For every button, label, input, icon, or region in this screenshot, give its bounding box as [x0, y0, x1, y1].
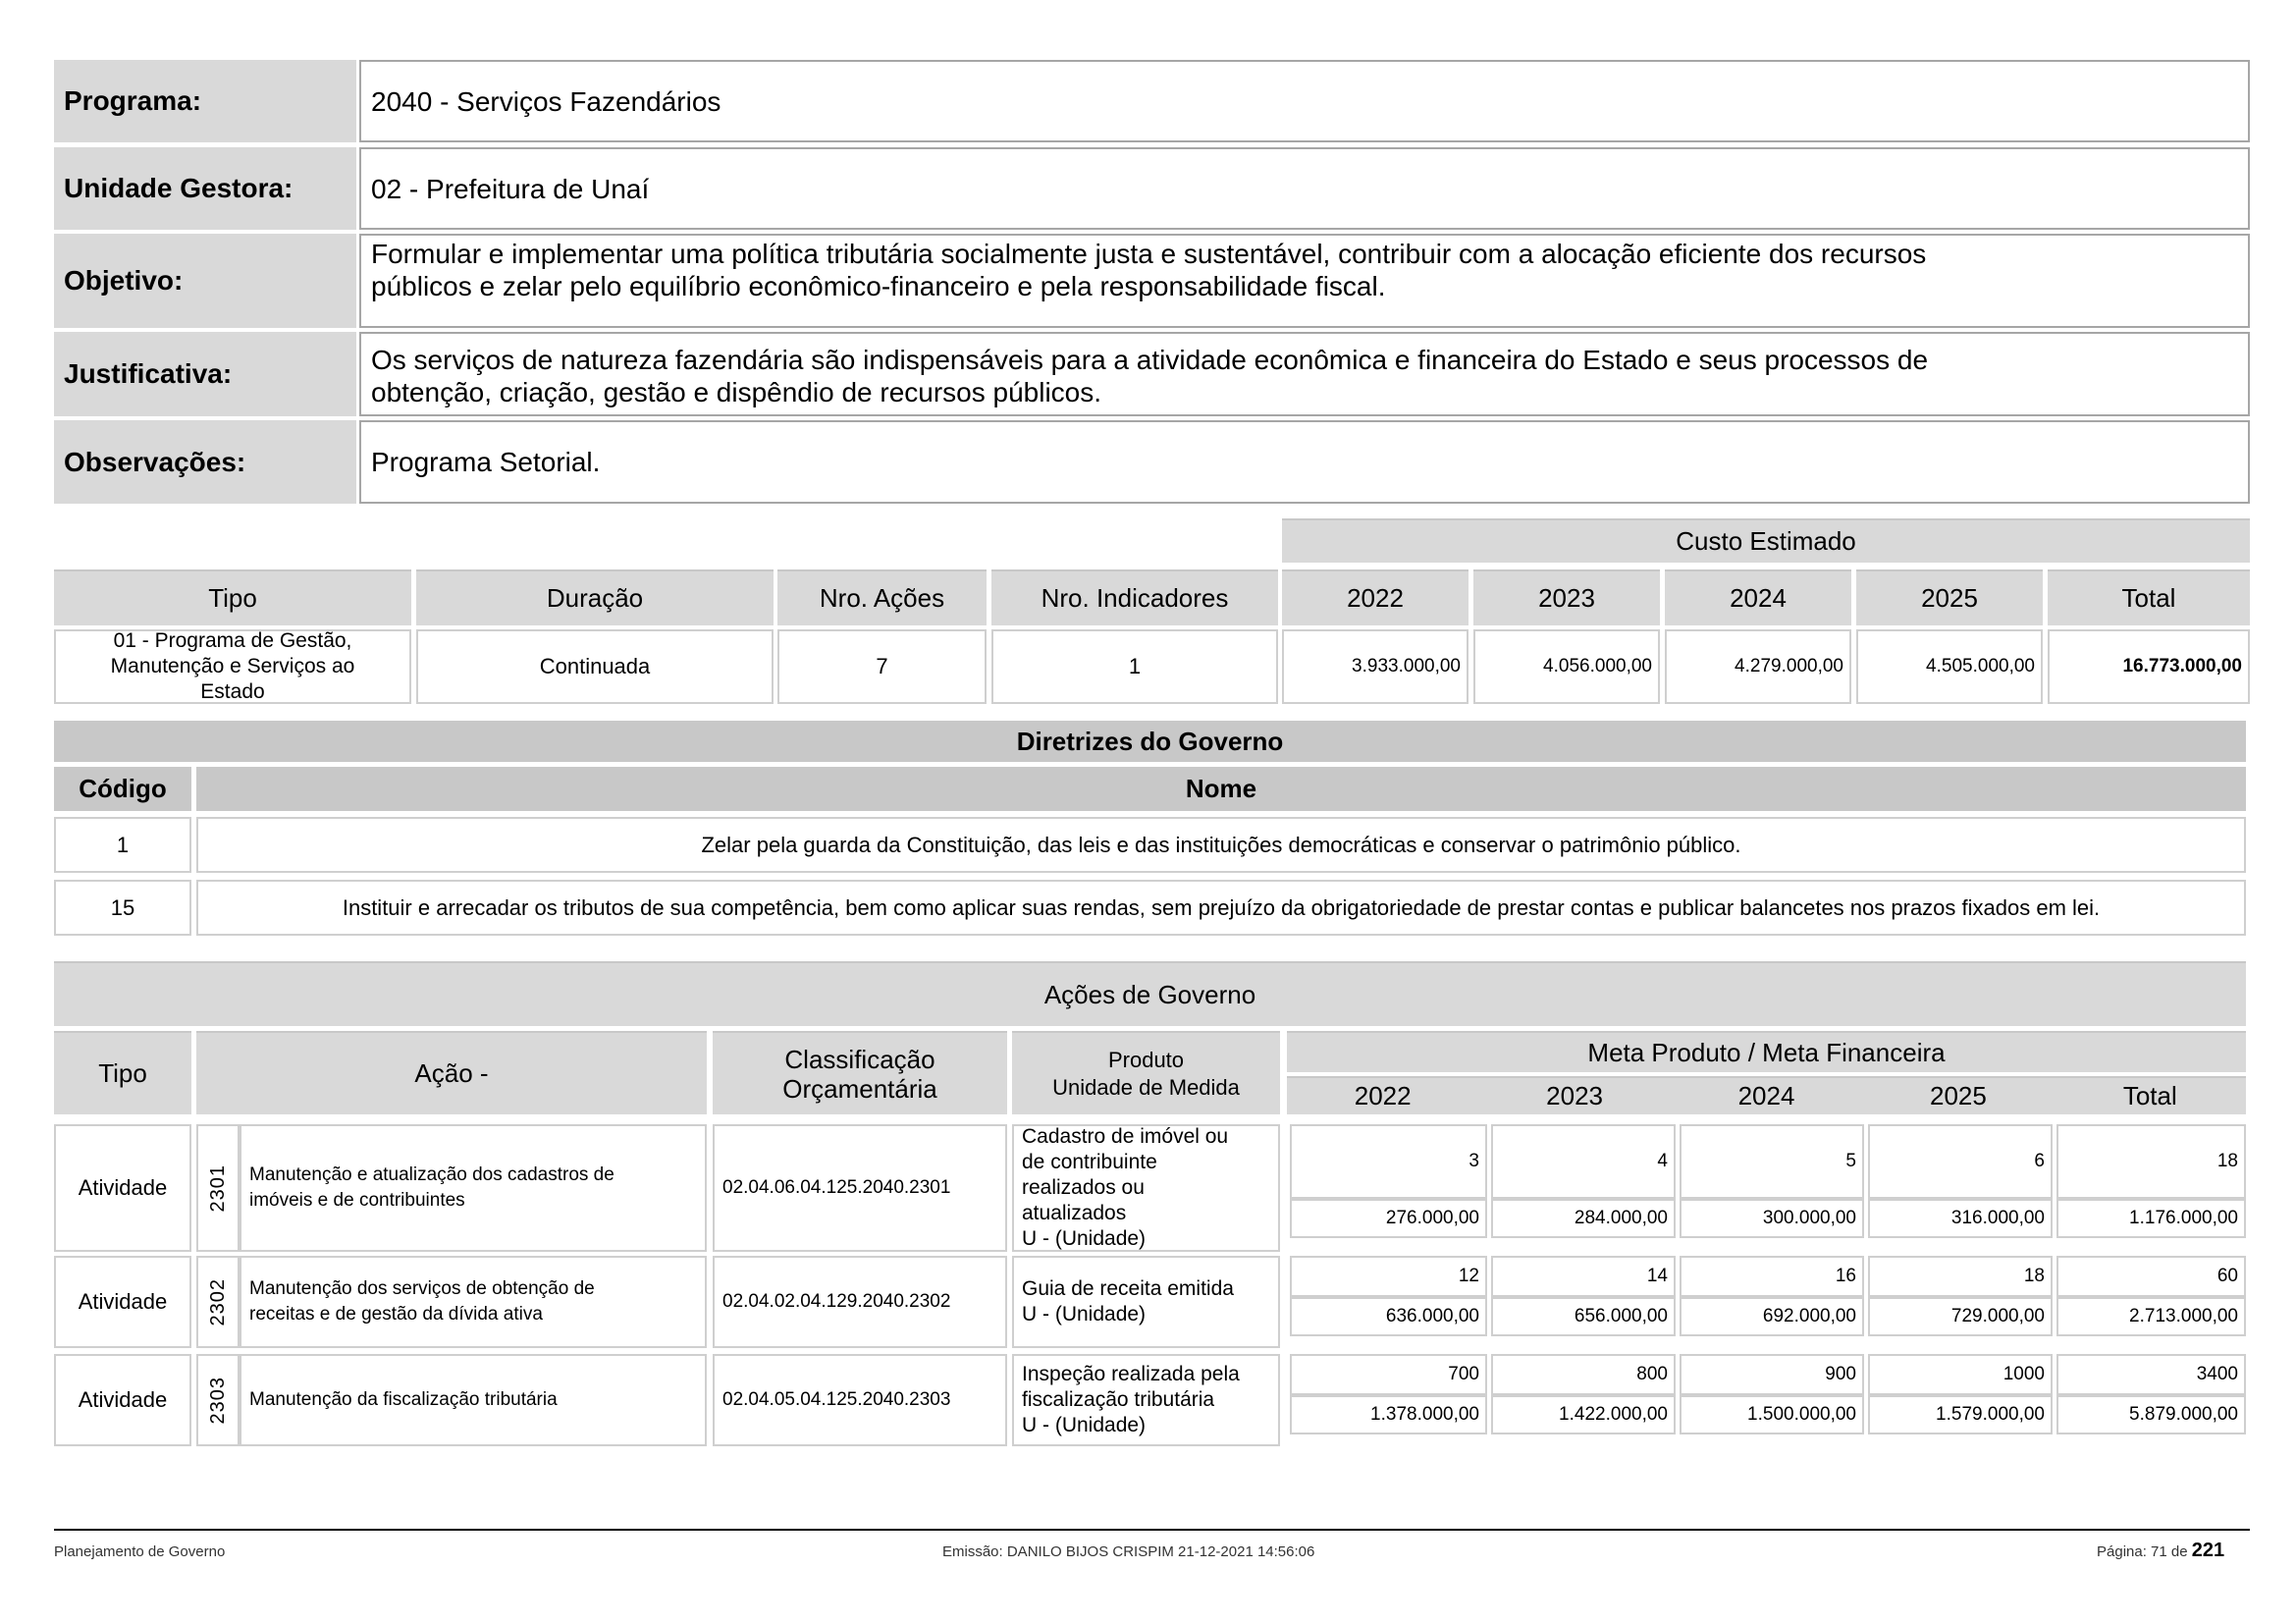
acao-descricao: Manutenção da fiscalização tributária [240, 1354, 707, 1446]
objetivo-line: públicos e zelar pelo equilíbrio econômico-financeiro e pela responsabilidade fiscal. [371, 271, 1386, 301]
diretriz-nome: Zelar pela guarda da Constituição, das leis e das instituições democráticas e conservar o patrimônio público. [196, 817, 2246, 873]
meta-financeira-value: 656.000,00 [1491, 1297, 1676, 1336]
acao-classificacao: 02.04.05.04.125.2040.2303 [713, 1354, 1007, 1446]
acao-descricao: Manutenção e atualização dos cadastros de imóveis e de contribuintes [240, 1124, 707, 1252]
meta-financeira-value: 5.879.000,00 [2056, 1395, 2246, 1434]
meta-produto-value: 16 [1680, 1256, 1864, 1297]
page-total: 221 [2191, 1540, 2225, 1561]
meta-produto-value: 1000 [1868, 1354, 2053, 1395]
meta-header-2023: 2023 [1546, 1081, 1604, 1110]
acao-tipo: Atividade [54, 1124, 191, 1252]
acao-codigo: 2303 [207, 1376, 229, 1425]
meta-produto-value: 6 [1868, 1124, 2053, 1199]
meta-financeira-value: 692.000,00 [1680, 1297, 1864, 1336]
meta-financeira-value: 1.378.000,00 [1290, 1395, 1487, 1434]
diretrizes-title: Diretrizes do Governo [54, 721, 2246, 762]
meta-financeira-value: 316.000,00 [1868, 1199, 2053, 1238]
produto-line: fiscalização tributária [1022, 1388, 1215, 1411]
acoes-title: Ações de Governo [54, 961, 2246, 1026]
objetivo-line: Formular e implementar uma política tributária socialmente justa e sustentável, contribuir com a alocação eficiente dos recursos [371, 239, 1927, 269]
acao-codigo: 2302 [207, 1277, 229, 1326]
produto-line: atualizados [1022, 1202, 1127, 1224]
label-programa: Programa: [54, 60, 356, 142]
summary-total: 16.773.000,00 [2048, 629, 2250, 704]
produto-line: Guia de receita emitida [1022, 1277, 1234, 1300]
label-unidade-gestora: Unidade Gestora: [54, 147, 356, 230]
meta-header: Meta Produto / Meta Financeira [1287, 1031, 2246, 1072]
header-nro-acoes: Nro. Ações [777, 569, 987, 625]
meta-financeira-value: 1.500.000,00 [1680, 1395, 1864, 1434]
meta-produto-value: 900 [1680, 1354, 1864, 1395]
produto-line: U - (Unidade) [1022, 1303, 1147, 1325]
meta-financeira-value: 1.579.000,00 [1868, 1395, 2053, 1434]
footer-emissao: Emissão: DANILO BIJOS CRISPIM 21-12-2021 14:56:06 [942, 1543, 1315, 1560]
acao-codigo-cell [196, 1354, 240, 1446]
acoes-header-produto [1012, 1031, 1280, 1114]
produto-line: de contribuinte [1022, 1151, 1157, 1173]
header-2023: 2023 [1473, 569, 1660, 625]
meta-header-total: Total [2122, 1081, 2177, 1110]
value-objetivo [359, 234, 2250, 328]
footer-divider [54, 1529, 2250, 1531]
meta-financeira-value: 284.000,00 [1491, 1199, 1676, 1238]
meta-produto-value: 18 [2056, 1124, 2246, 1199]
meta-financeira-value: 2.713.000,00 [2056, 1297, 2246, 1336]
meta-financeira-value: 636.000,00 [1290, 1297, 1487, 1336]
justificativa-line: Os serviços de natureza fazendária são indispensáveis para a atividade econômica e financeira do Estado e seus processos de [371, 345, 1929, 375]
meta-produto-value: 4 [1491, 1124, 1676, 1199]
acao-classificacao: 02.04.06.04.125.2040.2301 [713, 1124, 1007, 1252]
footer-left: Planejamento de Governo [54, 1543, 226, 1560]
page-label: Página: 71 de [2097, 1543, 2188, 1560]
meta-financeira-value: 1.176.000,00 [2056, 1199, 2246, 1238]
header-2024: 2024 [1665, 569, 1851, 625]
meta-financeira-value: 1.422.000,00 [1491, 1395, 1676, 1434]
meta-header-2024: 2024 [1737, 1081, 1795, 1110]
acao-tipo: Atividade [54, 1256, 191, 1348]
acao-produto [1012, 1354, 1280, 1446]
acoes-header-classificacao: Classificação Orçamentária [713, 1031, 1007, 1114]
meta-produto-value: 3400 [2056, 1354, 2246, 1395]
acao-tipo: Atividade [54, 1354, 191, 1446]
acoes-header-tipo: Tipo [54, 1031, 191, 1114]
meta-header-2022: 2022 [1354, 1081, 1412, 1110]
meta-produto-value: 18 [1868, 1256, 2053, 1297]
acao-codigo: 2301 [207, 1163, 229, 1213]
meta-produto-value: 60 [2056, 1256, 2246, 1297]
diretrizes-header-codigo: Código [54, 767, 191, 811]
unidade-medida-header-line: Unidade de Medida [1052, 1074, 1240, 1100]
justificativa-line: obtenção, criação, gestão e dispêndio de recursos públicos. [371, 377, 1102, 407]
meta-produto-value: 12 [1290, 1256, 1487, 1297]
summary-nro-acoes: 7 [777, 629, 987, 704]
acao-produto [1012, 1256, 1280, 1348]
meta-produto-value: 700 [1290, 1354, 1487, 1395]
value-justificativa [359, 332, 2250, 416]
header-duracao: Duração [416, 569, 774, 625]
meta-financeira-value: 300.000,00 [1680, 1199, 1864, 1238]
header-nro-indicadores: Nro. Indicadores [991, 569, 1278, 625]
header-2025: 2025 [1856, 569, 2043, 625]
meta-produto-value: 14 [1491, 1256, 1676, 1297]
acao-codigo-cell [196, 1124, 240, 1252]
value-programa: 2040 - Serviços Fazendários [359, 60, 2250, 142]
produto-line: U - (Unidade) [1022, 1227, 1147, 1250]
label-observacoes: Observações: [54, 420, 356, 504]
label-objetivo: Objetivo: [54, 234, 356, 328]
summary-duracao: Continuada [416, 629, 774, 704]
meta-produto-value: 800 [1491, 1354, 1676, 1395]
produto-line: U - (Unidade) [1022, 1414, 1147, 1436]
produto-line: realizados ou [1022, 1176, 1145, 1199]
acao-classificacao: 02.04.02.04.129.2040.2302 [713, 1256, 1007, 1348]
custo-estimado-header: Custo Estimado [1282, 518, 2250, 563]
acao-produto [1012, 1124, 1280, 1252]
summary-tipo: 01 - Programa de Gestão, Manutenção e Serviços ao Estado [54, 629, 411, 704]
summary-2022: 3.933.000,00 [1282, 629, 1468, 704]
header-2022: 2022 [1282, 569, 1468, 625]
meta-years-header [1287, 1076, 2246, 1114]
summary-2023: 4.056.000,00 [1473, 629, 1660, 704]
acao-codigo-cell [196, 1256, 240, 1348]
meta-financeira-value: 276.000,00 [1290, 1199, 1487, 1238]
diretriz-codigo: 1 [54, 817, 191, 873]
acao-descricao: Manutenção dos serviços de obtenção de receitas e de gestão da dívida ativa [240, 1256, 707, 1348]
meta-financeira-value: 729.000,00 [1868, 1297, 2053, 1336]
header-tipo: Tipo [54, 569, 411, 625]
produto-header-line: Produto [1107, 1047, 1185, 1072]
acoes-header-acao: Ação - [196, 1031, 707, 1114]
summary-2025: 4.505.000,00 [1856, 629, 2043, 704]
diretrizes-header-nome: Nome [196, 767, 2246, 811]
produto-line: Inspeção realizada pela [1022, 1363, 1240, 1385]
meta-header-2025: 2025 [1929, 1081, 1987, 1110]
diretriz-nome: Instituir e arrecadar os tributos de sua competência, bem como aplicar suas rendas, sem prejuízo da obrigatoriedade de prestar contas e publicar balancetes nos prazos fixados em lei. [196, 880, 2246, 936]
label-justificativa: Justificativa: [54, 332, 356, 416]
footer-page [2097, 1540, 2224, 1562]
value-observacoes: Programa Setorial. [359, 420, 2250, 504]
meta-produto-value: 5 [1680, 1124, 1864, 1199]
summary-nro-indicadores: 1 [991, 629, 1278, 704]
header-total: Total [2048, 569, 2250, 625]
meta-produto-value: 3 [1290, 1124, 1487, 1199]
value-unidade-gestora: 02 - Prefeitura de Unaí [359, 147, 2250, 230]
summary-2024: 4.279.000,00 [1665, 629, 1851, 704]
produto-line: Cadastro de imóvel ou [1022, 1125, 1229, 1148]
diretriz-codigo: 15 [54, 880, 191, 936]
